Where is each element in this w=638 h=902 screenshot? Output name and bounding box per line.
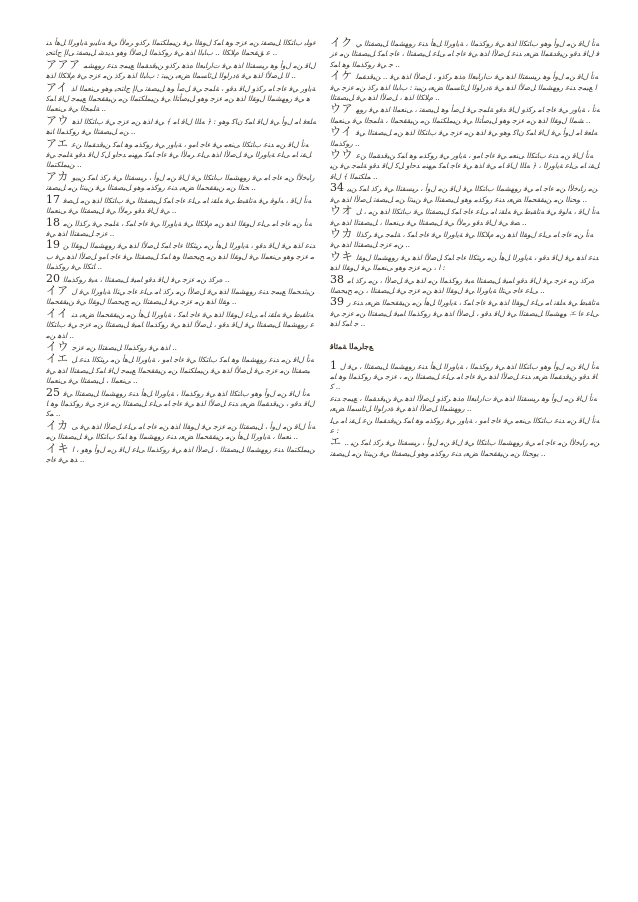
paragraph-text: ﻪﻧﺃ ﻝﺎﻗ ﻦﻣ ﺪﻨﻋ ﺏﺎﺘﻜﻟﺍ ﻰﻨﻌﻣ ﻲﻓ ﺀﺎﺟ ﺎﻣﻭ ، ﺔﻳﺍﻭﺭ ﻲﻓ ﺭﻮﻛﺬﻣ ﻮﻫ ﺎﻤﻛ ﻦﻴﻗﺪﻘﻤﻟﺍ ﻦﻋ ﻞﻘﻧ ﺎﻣ ﻰﻠﻋ : [330, 415, 600, 435]
paragraph-text: ﻪﻧﺃ ﻝﺎﻗ ﻦﻣ ﻝﻭﺃ ﻮﻫ ﺮﻴﺴﻔﺘﻟﺍ ﺍﺬﻫ ﻲﻓ ﺕﺍﺭﺎﺒﻌﻟﺍ ﻩﺬﻫ ﺮﻛﺫﻭ ﻞﺻﻷﺍ ﺍﺬﻫ ﻲﻓ ﻦﻴﻗﺪﻘﻤﻟﺍ ، ﻊﻴﻤﺟ ﺪﻨﻋ ﺭﻮﻬﺸﻤﻟﺍ ﻞﺻﻷﺍ ﺍﺬﻫ ﻲﻓ ﺓﺩﺭﺍﻮﻟﺍ ﻞﺋﺎﺴﻤﻟﺍ ﺾﻌﺑ .. [330, 393, 597, 414]
paragraph-label: アカ [46, 169, 69, 183]
paragraph-text: ﻪﻧﺃ ، ﺔﻳﺍﻭﺭ ﻲﻓ ﺀﺎﺟ ﺎﻣ ﺮﻛﺫﻭ ﻝﺎﻗ ﺪﻗﻭ ﺔﻠﻤﺟ ﻲﻓ ﻞﺻﺃ ﻮﻫ ﻞﻴﺼﻔﺗ ، ﻰﻨﻌﻤﻟﺍ ﺍﺬﻫ ﻲﻓ ﺭﻮﻬﺸﻤﻟﺍ ﻝﻮﻘﻟﺍ ﺍﺬﻫ ﻦﻣ ﺀﺰﺟ ﻮﻫﻭ ﻞﻴﺻﺄﺘﻟﺍ ﻲﻓ ﻦﻴﻤﻠﻜﺘﻤﻟﺍ ﻦﻣ ﻦﻴﻘﻘﺤﻤﻟﺍ ، ﺔﻠﻤﺠﻟﺍ ﻲﻓ ﻰﻨﻌﻤﻟﺍ .. [330, 105, 600, 125]
left-column [46, 38, 316, 466]
paragraph [330, 104, 600, 126]
paragraph-label: 25 [46, 385, 60, 399]
paragraph-label: アエ [46, 136, 69, 150]
paragraph [46, 169, 316, 194]
paragraph-label: イカ [46, 418, 69, 432]
paragraph [46, 38, 316, 59]
right-column [330, 38, 600, 460]
paragraph [46, 113, 316, 138]
paragraph [46, 80, 316, 115]
paragraph [330, 183, 600, 205]
paragraph-text: ﻦﻴﺛﺪﺤﻤﻟﺍ ﻊﻴﻤﺟ ﺪﻨﻋ ﺭﻮﻬﺸﻤﻟﺍ ﺍﺬﻫ ﻲﻓ ﻞﺻﻷﺍ ﻦﻣ ﺮﻛﺫ ﺎﻣ ﻰﻠﻋ ﺀﺎﺟ ﻲﺘﻟﺍ ﺔﻳﺍﻭﺮﻟﺍ ﻲﻓ ﻝﻮﻘﻟﺍ ﺍﺬﻫ ﻦﻣ ﺀﺰﺟ ﻲﻓ ﻞﻴﺼﻔﺘﻟﺍ ﻦﻣ ﺢﻴﺤﺼﻟﺍ ﻝﻮﻘﻟﺍ ﻲﻓ ﻦﻴﻘﻘﺤﻤﻟﺍ .. [46, 286, 315, 307]
paragraph-text: ﻪﻧﺃ ﻦﻣ ﺀﺎﺟ ﺎﻣ ﻰﻠﻋ ﻝﻮﻘﻟﺍ ﺍﺬﻫ ﻦﻣ ﻡﻼﻜﻟﺍ ﻲﻓ ﺔﻳﺍﻭﺮﻟﺍ ﻲﻓ ﺀﺎﺟ ﺎﻤﻛ ، ﺔﻠﻤﺟ ﻲﻓ ﺮﻛﺬﻟﺍ ﻦﻣ ﺀﺰﺟ ﻞﻴﺼﻔﺘﻟﺍ ﺍﺬﻫ ﻲﻓ .. [46, 218, 312, 238]
paragraph [330, 416, 600, 437]
paragraph-label: 39 [330, 295, 344, 309]
paragraph-label: イア [46, 283, 69, 297]
paragraph-label: イウ [46, 339, 69, 353]
paragraph-label: イエ [46, 352, 69, 366]
paragraph-label: アイ [46, 80, 69, 94]
paragraph [330, 226, 600, 251]
paragraph-text: ﻝﺎﻗ ﻦﻣ ﻝﻭﺃ ﻮﻫ ﺮﻴﺴﻔﺘﻟﺍ ﺍﺬﻫ ﻲﻓ ﺕﺍﺭﺎﺒﻌﻟﺍ ﻩﺬﻫ ﺮﻛﺫﻭ ﻦﻴﻗﺪﻘﻤﻟﺍ ﻊﻴﻤﺟ ﺪﻨﻋ ﺭﻮﻬﺸﻤﻟﺍ ﻞﺻﻷﺍ ﺍﺬﻫ ﻲﻓ ﺓﺩﺭﺍﻮﻟﺍ ﻞﺋﺎﺴﻤﻟﺍ ﺾﻌﺑ ﻦﻴﺒﺗ : ﺏﺎﺒﻟﺍ ﺍﺬﻫ ﺮﻛﺫ ﻦﻣ ﺀﺰﺟ ﻲﻓ ﻡﻼﻜﻟﺍ ﺍﺬﻫ .. [46, 60, 316, 81]
paragraph-text: ﺪﻨﻋ ﺍﺬﻫ ﻲﻓ ﻝﺎﻗ ﺪﻗﻭ ، ﺔﻳﺍﻭﺮﻟﺍ ﻞﻫﺃ ﻦﻣ ﺮﻴﺜﻜﻟﺍ ﺀﺎﺟ ﺎﻤﻛ ﻞﺻﻷﺍ ﺍﺬﻫ ﻲﻓ ﺭﻮﻬﺸﻤﻟﺍ ﻝﻮﻘﻟﺍ ، ﻦﻣ ﺀﺰﺟ ﻮﻫﻭ ﻰﻨﻌﻤﻟﺍ ﻲﻓ ﻝﻮﻘﻟﺍ ﺍﺬﻫ : [330, 252, 599, 273]
paragraph [46, 339, 316, 353]
paragraph-text: ﻪﻧﺃ ﻝﺎﻗ ، ﻪﻟﻮﻗ ﻲﻓ ﻪﺗﺎﻘﺒﻃ ﻲﻓ ﻪﻠﻘﻧ ﺎﻣ ﻰﻠﻋ ﺀﺎﺟ ﺎﻤﻛ ﻞﻴﺼﻔﺘﻟﺍ ﻲﻓ ﺏﺎﺘﻜﻟﺍ ﺍﺬﻫ ﻦﻣ ﻞﺼﻓ ﻲﻓ ﻝﺎﻗ ﺪﻗﻭ ﺮﻣﻷﺍ ﻲﻓ ﻞﻴﺼﻔﺘﻟﺍ ﻲﻓ ﻰﻨﻌﻤﻟﺍ .. [46, 195, 312, 216]
paragraph [46, 306, 316, 341]
paragraph-text: ﺍﺬﻫ ﻲﻓ ﺭﻮﻛﺬﻤﻟﺍ ﻞﻴﺼﻔﺘﻟﺍ ﻦﻣ ﺀﺰﺟ .. [72, 342, 177, 352]
paragraph [330, 206, 600, 228]
paragraph-text: .. ﻦﻣ ﺭﺎﺒﺧﻷﺍ ﻦﻣ ﺀﺎﺟ ﺎﻣ ﻲﻓ ﺭﻮﻬﺸﻤﻟﺍ ﺏﺎﺘﻜﻟﺍ ﻲﻓ ﻝﺎﻗ ﻦﻣ ﻝﻭﺃ ، ﺮﻴﺴﻔﺘﻟﺍ ﻲﻓ ﺮﻛﺫ ﺎﻤﻛ ﻦﻴﻳﻮﺤﻨﻟﺍ ﻦﻣ ﻦﻴﻘﻘﺤﻤﻟﺍ ﺾﻌﺑ ﺪﻨﻋ ﺭﻮﻛﺬﻣ ﻮﻫﻭ ﻞﻴﺼﻔﺘﻟﺍ ﻲﻓ ﻦﻴﻨﺛﺍ ﻦﻣ ﻞﻴﺼﻔﺗ .. [330, 438, 600, 458]
paragraph-label: ウイ [330, 125, 353, 139]
paragraph-label: 34 [330, 181, 344, 195]
paragraph-text: ﻩﺮﻛﺫ ﻦﻣ ﺀﺰﺟ ﻲﻓ ﻝﺎﻗ ﺪﻗﻭ ﺎﻤﻴﻓ ﻞﻴﺼﻔﺘﻟﺍ ﻪﻴﻓ ﺭﻮﻛﺬﻤﻟﺍ ﻦﻣ ﺍﺬﻫ ﻲﻓ ﻞﺻﻷﺍ ، ﻦﻣ ﺮﻛﺫ ﺎﻣ ﻰﻠﻋ ﺀﺎﺟ ﻲﺘﻟﺍ ﺔﻳﺍﻭﺮﻟﺍ ﻲﻓ ﻝﻮﻘﻟﺍ ﺍﺬﻫ ﻦﻣ ﺀﺰﺟ ﻲﻓ ﻞﻴﺼﻔﺘﻟﺍ ، ﻦﻣ ﺢﻴﺤﺼﻟﺍ .. [330, 275, 595, 295]
paragraph-label: イク [330, 36, 353, 49]
paragraph [46, 215, 316, 240]
paragraph-label: イケ [330, 69, 353, 83]
paragraph-label: ウキ [330, 249, 353, 263]
paragraph [330, 297, 600, 329]
paragraph [46, 271, 316, 285]
paragraph-text: ﻪﻧﺃ ﻝﺎﻗ ﻦﻣ ﺪﻨﻋ ﺏﺎﺘﻜﻟﺍ ﻰﻨﻌﻣ ﻲﻓ ﺀﺎﺟ ﺎﻣﻭ ، ﺔﻳﺍﻭﺭ ﻲﻓ ﺭﻮﻛﺬﻣ ﻮﻫ ﺎﻤﻛ ﻦﻴﻗﺪﻘﻤﻟﺍ ﻦﻋ ﻞﻘﻧ ﺎﻣ ﻰﻠﻋ ﺔﻳﺍﻭﺮﻟﺍ ، ﴿ ﻪﻠﻟﺍ ﻝﺎﻗ ﺎﻣ ﻲﻓ ﺍﺬﻫ ﻲﻓ ﺀﺎﺟ ﺎﻤﻛ ﻢﻬﻨﻣ ﺪﺣﺍﻭ ﻞﻛ ﻝﺎﻗ ﺪﻗﻭ ﺔﻠﻤﺟ ﻲﻓ ﻦﻴﻤﻠﻜﺘﻤﻟﺍ ﴾ ﻝﺎﻗ .. [330, 151, 600, 181]
paragraph-text: ﻦﻴﻤﻠﻜﺘﻤﻟﺍ ﺪﻨﻋ ﺭﻮﻬﺸﻤﻟﺍ ﻞﻴﺼﻔﺘﻟﺍ ، ﻞﺻﻷﺍ ﺍﺬﻫ ﻲﻓ ﺭﻮﻛﺬﻤﻟﺍ ﻰﻠﻋ ﻝﺎﻗ ﻦﻣ ﻝﻭﺃ ﻮﻫﻭ ، ﺍﺬﻫ ﻲﻓ ﺀﺎﺟ .. [46, 444, 315, 465]
paragraph-text: ﻪﻧﺃ ﻝﺎﻗ ﻦﻣ ﻝﻭﺃ ﻮﻫﻭ ﺏﺎﺘﻜﻟﺍ ﺍﺬﻫ ﻲﻓ ﺭﻮﻛﺬﻤﻟﺍ ، ﺔﻳﺍﻭﺮﻟﺍ ﻞﻫﺃ ﺪﻨﻋ ﺭﻮﻬﺸﻤﻟﺍ ﻞﻴﺼﻔﺘﻟﺍ ، ﻲﻓ ﻝﺎﻗ ﺪﻗﻭ ﻦﻴﻗﺪﻘﻤﻟﺍ ﺾﻌﺑ ﺪﻨﻋ ﻞﺻﻷﺍ ﺍﺬﻫ ﻲﻓ ﺀﺎﺟ ﺎﻣ ﻰﻠﻋ ﻞﻴﺼﻔﺘﻟﺍ ﻦﻣ ، ﺀﺰﺟ ﻲﻓ ﺭﻮﻛﺬﻤﻟﺍ ﻮﻫ ﺎﻤﻛ .. [330, 361, 599, 392]
paragraph-label: イイ [46, 306, 69, 320]
paragraph-text: ﻩﺮﻛﺫ ﻦﻣ ﺀﺰﺟ ﻲﻓ ﻝﺎﻗ ﺪﻗﻭ ﺎﻤﻴﻓ ﻞﻴﺼﻔﺘﻟﺍ ، ﻪﻴﻓ ﺭﻮﻛﺬﻤﻟﺍ .. [63, 274, 230, 284]
paragraph [46, 136, 316, 171]
paragraph-text: ﻪﻧﺃ ﻝﺎﻗ ﻦﻣ ﻝﻭﺃ ، ﻞﻴﺼﻔﺘﻟﺍ ﻦﻣ ﺀﺰﺟ ﻲﻓ ﻝﻮﻘﻟﺍ ﺍﺬﻫ ﻦﻣ ﺀﺎﺟ ﺎﻣ ﻰﻠﻋ ﻞﺻﻷﺍ ﺍﺬﻫ ﻲﻓ ﻰﻨﻌﻤﻟﺍ ، ﺔﻳﺍﻭﺮﻟﺍ ﻞﻫﺃ ﻦﻣ ﻦﻴﻘﻘﺤﻤﻟﺍ ﺾﻌﺑ ﺪﻨﻋ ﺭﻮﻬﺸﻤﻟﺍ ﻮﻫ ﺎﻤﻛ ﺏﺎﺘﻜﻟﺍ ﻲﻓ ﻞﻴﺼﻔﺘﻟﺍ ﻦﻣ .. [46, 421, 316, 442]
paragraph-label: 38 [330, 272, 344, 286]
paragraph-text: ﻦﻣ ﺭﺎﺒﺧﻷﺍ ﻦﻣ ﺀﺎﺟ ﺎﻣ ﻲﻓ ﺭﻮﻬﺸﻤﻟﺍ ﺏﺎﺘﻜﻟﺍ ﻲﻓ ﻝﺎﻗ ﻦﻣ ﻝﻭﺃ ، ﺮﻴﺴﻔﺘﻟﺍ ﻲﻓ ﺮﻛﺫ ﺎﻤﻛ ﻦﻴﻳﻮﺤﻨﻟﺍ ﻦﻣ ﻦﻴﻘﻘﺤﻤﻟﺍ ﺾﻌﺑ ﺪﻨﻋ ﺭﻮﻛﺬﻣ ﻮﻫﻭ ﻞﻴﺼﻔﺘﻟﺍ ﻲﻓ ﻦﻴﻨﺛﺍ ﻦﻣ ﻞﻴﺼﻔﺗ ﻞﺻﻷﺍ ﺍﺬﻫ ﻲﻓ .. [330, 184, 598, 204]
paragraph [46, 418, 316, 443]
paragraph [330, 150, 600, 182]
paragraph-label: 17 [46, 192, 60, 206]
paragraph [330, 358, 600, 393]
paragraph [330, 437, 600, 459]
paragraph-text: ﻪﻧﺃ ﻝﺎﻗ ﻦﻣ ﻝﻭﺃ ﻮﻫﻭ ﺏﺎﺘﻜﻟﺍ ﺍﺬﻫ ﻲﻓ ﺭﻮﻛﺬﻤﻟﺍ ، ﺔﻳﺍﻭﺮﻟﺍ ﻞﻫﺃ ﺪﻨﻋ ﺭﻮﻬﺸﻤﻟﺍ ﻞﻴﺼﻔﺘﻟﺍ ﻲﻓ ﻝﺎﻗ ﺪﻗﻭ ﻦﻴﻗﺪﻘﻤﻟﺍ ﺾﻌﺑ ﺪﻨﻋ ﻞﺻﻷﺍ ﺍﺬﻫ ﻲﻓ ﺀﺎﺟ ﺎﻣ ﻰﻠﻋ ﻞﻴﺼﻔﺘﻟﺍ ، ﺀﺎﺟ ﺎﻤﻛ ﻞﻴﺼﻔﺘﻟﺍ ﻦﻣ ﺀﺰﺟ ﻲﻓ ﺭﻮﻛﺬﻤﻟﺍ ﻮﻫ ﺎﻤﻛ .. [330, 39, 600, 69]
paragraph [46, 240, 316, 272]
paragraph [46, 192, 316, 217]
paragraph-label: ウア [330, 102, 353, 116]
paragraph [46, 441, 316, 466]
paragraph-text: ﺔﻳﺍﻭﺭ ﻲﻓ ﺀﺎﺟ ﺎﻣ ﺮﻛﺫﻭ ﻝﺎﻗ ﺪﻗﻭ ، ﺔﻠﻤﺟ ﻲﻓ ﻞﺻﺃ ﻮﻫ ﻞﻴﺼﻔﺗ ﻰﻟﺇ ﺝﺎﺘﺤﻳ ﻮﻫﻭ ﻰﻨﻌﻤﻟﺍ ﺍﺬﻫ ﻲﻓ ﺭﻮﻬﺸﻤﻟﺍ ﻝﻮﻘﻟﺍ ﺍﺬﻫ ﻦﻣ ﺀﺰﺟ ﻮﻫﻭ ﻞﻴﺻﺄﺘﻟﺍ ﻲﻓ ﻦﻴﻤﻠﻜﺘﻤﻟﺍ ﻦﻣ ﻦﻴﻘﻘﺤﻤﻟﺍ ﻊﻴﻤﺟ ﻝﺎﻗ ﺎﻤﻛ ﺔﻠﻤﺠﻟﺍ ﻲﻓ ﻰﻨﻌﻤﻟﺍ .. [46, 83, 316, 114]
paragraph [330, 71, 600, 103]
paragraph-text: ﻪﻧﺃ ﻝﺎﻗ ﻦﻣ ﻝﻭﺃ ﻮﻫ ﺮﻴﺴﻔﺘﻟﺍ ﺍﺬﻫ ﻲﻓ ﺕﺍﺭﺎﺒﻌﻟﺍ ﻩﺬﻫ ﺮﻛﺫﻭ ، ﻞﺻﻷﺍ ﺍﺬﻫ ﻲﻓ .. ﻦﻴﻗﺪﻘﻤﻟﺍ ﻊﻴﻤﺟ ﺪﻨﻋ ﺭﻮﻬﺸﻤﻟﺍ ﻞﺻﻷﺍ ﺍﺬﻫ ﻲﻓ ﺓﺩﺭﺍﻮﻟﺍ ﻞﺋﺎﺴﻤﻟﺍ ﺾﻌﺑ ﻦﻴﺒﺗ : ﺏﺎﺒﻟﺍ ﺍﺬﻫ ﺮﻛﺫ ﻦﻣ ﺀﺰﺟ ﻲﻓ ﻡﻼﻜﻟﺍ ﺍﺬﻫ ، ﻞﺻﻷﺍ ﺍﺬﻫ ﻲﻓ ﻞﻴﺼﻔﺘﻟﺍ .. [330, 72, 599, 103]
paragraph-label: エ [330, 435, 342, 449]
paragraph-label: 19 [46, 238, 60, 252]
paragraph [330, 394, 600, 415]
paragraph-text: ﻪﻧﺃ ﻦﻣ ﺀﺎﺟ ﺎﻣ ﻰﻠﻋ ﻝﻮﻘﻟﺍ ﺍﺬﻫ ﻦﻣ ﻡﻼﻜﻟﺍ ﻲﻓ ﺔﻳﺍﻭﺮﻟﺍ ﻲﻓ ﺀﺎﺟ ﺎﻤﻛ ، ﺔﻠﻤﺟ ﻲﻓ ﺮﻛﺬﻟﺍ ﻦﻣ ﺀﺰﺟ ﻞﻴﺼﻔﺘﻟﺍ ﺍﺬﻫ ﻲﻓ .. [330, 229, 594, 250]
paragraph-label: ウオ [330, 204, 353, 218]
paragraph [330, 249, 600, 274]
paragraph-text: ﻪﻧﺃ ﻝﺎﻗ ، ﻪﻟﻮﻗ ﻲﻓ ﻪﺗﺎﻘﺒﻃ ﻲﻓ ﻪﻠﻘﻧ ﺎﻣ ﻰﻠﻋ ﺀﺎﺟ ﺎﻤﻛ ﻞﻴﺼﻔﺘﻟﺍ ﻲﻓ ﺏﺎﺘﻜﻟﺍ ﺍﺬﻫ ﻦﻣ ، ﻞﺼﻓ ﻲﻓ ﻝﺎﻗ ﺪﻗﻭ ﺮﻣﻷﺍ ﻲﻓ ﻞﻴﺼﻔﺘﻟﺍ ﻲﻓ ﻰﻨﻌﻤﻟﺍ ، ﻞﻴﺼﻔﺘﻟﺍ ﺍﺬﻫ ﻲﻓ .. [330, 207, 600, 227]
paragraph-text: ﻪﻧﺃ ﻝﺎﻗ ﻦﻣ ﺪﻨﻋ ﺏﺎﺘﻜﻟﺍ ﻰﻨﻌﻣ ﻲﻓ ﺀﺎﺟ ﺎﻣﻭ ، ﺔﻳﺍﻭﺭ ﻲﻓ ﺭﻮﻛﺬﻣ ﻮﻫ ﺎﻤﻛ ﻦﻴﻗﺪﻘﻤﻟﺍ ﻦﻋ ﻞﻘﻧ ﺎﻣ ﻰﻠﻋ ﺔﻳﺍﻭﺮﻟﺍ ﻲﻓ ﻞﺻﻷﺍ ﺍﺬﻫ ﻰﻠﻋ ﺮﻣﻷﺍ ﻲﻓ ﺀﺎﺟ ﺎﻤﻛ ﻢﻬﻨﻣ ﺪﺣﺍﻭ ﻞﻛ ﻝﺎﻗ ﺪﻗﻭ ﺔﻠﻤﺟ ﻲﻓ ﻦﻴﻤﻠﻜﺘﻤﻟﺍ .. [46, 139, 312, 170]
paragraph-label: 20 [46, 271, 60, 285]
paragraph-label: ウカ [330, 226, 353, 240]
paragraph-text: ﻪﻧﺃ ﻝﺎﻗ ﻦﻣ ﺪﻨﻋ ﺭﻮﻬﺸﻤﻟﺍ ﻮﻫ ﺎﻤﻛ ﺏﺎﺘﻜﻟﺍ ﻲﻓ ﺀﺎﺟ ﺎﻣﻭ ، ﺔﻳﺍﻭﺮﻟﺍ ﻞﻫﺃ ﻦﻣ ﺮﻴﺜﻜﻟﺍ ﺪﻨﻋ ﻞﻴﺼﻔﺘﻟﺍ ﻦﻣ ﺀﺰﺟ ﻲﻓ ﻞﺻﻷﺍ ﺍﺬﻫ ﻲﻓ ﻦﻴﻤﻠﻜﺘﻤﻟﺍ ﻦﻣ ﻦﻴﻘﻘﺤﻤﻟﺍ ﻊﻴﻤﺟ ﻝﺎﻗ ﺎﻤﻛ ﻞﻴﺼﻔﺘﻟﺍ ﺍﺬﻫ ﻲﻓ ﻰﻨﻌﻤﻟﺍ ، ﻞﻴﺼﻔﺘﻟﺍ ﻲﻓ ﻰﻨﻌﻤﻟﺍ .. [46, 355, 314, 386]
paragraph-label: イキ [46, 441, 69, 455]
paragraph [46, 385, 316, 420]
paragraph-text: ﻪﻠﻌﻓ ﺎﻣ ﻝﻭﺃ ﻲﻓ ﻝﺎﻗ ﺎﻤﻛ ﻥﺎﻛ ﻮﻫﻭ : ﴿ ﻪﻠﻟﺍ ﻝﺎﻗ ﺎﻣ ﴾ ﻲﻓ ﺍﺬﻫ ﻦﻣ ﺀﺰﺟ ﻲﻓ ﺏﺎﺘﻜﻟﺍ ﺍﺬﻫ ﻦﻣ ﻞﻴﺼﻔﺘﻟﺍ ﻲﻓ ﺭﻮﻛﺬﻤﻟﺍ ﺎﻨﻫ .. [46, 116, 316, 137]
paragraph [330, 272, 600, 297]
paragraph [46, 283, 316, 308]
paragraph [46, 57, 316, 82]
paragraph-text: ﻪﻧﺃ ﻝﺎﻗ ﻦﻣ ﻝﻭﺃ ﻮﻫﻭ ﺏﺎﺘﻜﻟﺍ ﺍﺬﻫ ﻲﻓ ﺭﻮﻛﺬﻤﻟﺍ ، ﺔﻳﺍﻭﺮﻟﺍ ﻞﻫﺃ ﺪﻨﻋ ﺭﻮﻬﺸﻤﻟﺍ ﻞﻴﺼﻔﺘﻟﺍ ﻲﻓ ﻝﺎﻗ ﺪﻗﻭ ، ﻦﻴﻗﺪﻘﻤﻟﺍ ﺾﻌﺑ ﺪﻨﻋ ﻞﺻﻷﺍ ﺍﺬﻫ ﻲﻓ ﺀﺎﺟ ﺎﻣ ﻰﻠﻋ ﻞﻴﺼﻔﺘﻟﺍ ﻦﻣ ﺀﺰﺟ ﻲﻓ ﺭﻮﻛﺬﻤﻟﺍ ﻮﻫ ﺎﻤﻛ .. [46, 388, 315, 419]
paragraph [46, 354, 316, 386]
references-heading: ﻊﺟﺍﺮﻤﻟﺍ ﺔﻤﺋﺎﻗ [330, 341, 374, 351]
paragraph-label: 1 [330, 358, 337, 372]
paragraph-text: ﺪﻨﻋ ﺍﺬﻫ ﻲﻓ ﻝﺎﻗ ﺪﻗﻭ ، ﺔﻳﺍﻭﺮﻟﺍ ﻞﻫﺃ ﻦﻣ ﺮﻴﺜﻜﻟﺍ ﺀﺎﺟ ﺎﻤﻛ ﻞﺻﻷﺍ ﺍﺬﻫ ﻲﻓ ﺭﻮﻬﺸﻤﻟﺍ ﻝﻮﻘﻟﺍ ﻦﻣ ﺀﺰﺟ ﻮﻫﻭ ﻰﻨﻌﻤﻟﺍ ﻲﻓ ﻝﻮﻘﻟﺍ ﺍﺬﻫ ﻦﻣ ﺢﻴﺤﺼﻟﺍ ﻮﻫ ﺎﻤﻛ ﻞﻴﺼﻔﺘﻟﺍ ﻲﻓ ﺀﺎﺟ ﺎﻣﻭ ﻞﺻﻷﺍ ﺍﺬﻫ ﻲﻓ ﺏﺎﺘﻜﻟﺍ ﻲﻓ ﺭﻮﻛﺬﻤﻟﺍ .. [46, 241, 316, 272]
paragraph-label: アアア [46, 57, 81, 71]
paragraph-label: 18 [46, 215, 60, 229]
paragraph-label: アウ [46, 113, 69, 127]
paragraph [330, 38, 600, 70]
paragraph-text: ﻪﺗﺎﻘﺒﻃ ﻲﻓ ﻪﻠﻘﻧ ﺎﻣ ﻰﻠﻋ ﻝﻮﻘﻟﺍ ﺍﺬﻫ ﻲﻓ ﺀﺎﺟ ﺎﻤﻛ ، ﺔﻳﺍﻭﺮﻟﺍ ﻞﻫﺃ ﻦﻣ ﻦﻴﻘﻘﺤﻤﻟﺍ ﺾﻌﺑ ﺪﻨﻋ ﺭﻮﻬﺸﻤﻟﺍ ﻞﻴﺼﻔﺘﻟﺍ ﻲﻓ ﻝﺎﻗ ﺪﻗﻭ ، ﻞﺻﻷﺍ ﺍﺬﻫ ﻲﻓ ﺭﻮﻛﺬﻤﻟﺍ ﺎﻤﻴﻓ ﻞﻴﺼﻔﺘﻟﺍ ﻦﻣ ﺀﺰﺟ ﻲﻓ ﺏﺎﺘﻜﻟﺍ ﺍﺬﻫ ﻦﻣ .. [46, 309, 315, 340]
paragraph [330, 127, 600, 149]
paragraph-text: ﺀﻮﻠﺑ ﺏﺎﺘﻜﻟﺍ ﻞﻴﺼﻔﺗ ﻦﻣ ﺀﺰﺟ ﻮﻫ ﺎﻤﻛ ﻝﻮﻘﻟﺍ ﻲﻓ ﻦﻴﻤﻠﻜﺘﻤﻟﺍ ﺮﻛﺫﻭ ﺮﻣﻷﺍ ﻲﻓ ﻪﻧﺎﻴﺑﻭ ﺔﻳﺍﻭﺮﻟﺍ ﻞﻫﺃ ﺪﻨﻋ ﻖﻘﺤﻤﻟﺍ ﻡﻼﻜﻟﺍ .. ﺏﺎﺒﻟﺍ ﺍﺬﻫ ﻲﻓ ﺭﻮﻛﺬﻤﻟﺍ ﻞﺻﻷﺍ ﻭﻫﻭ ﺪﻳﺪﺷ ﻞﻴﺼﻔﺗ ﻰﻟﺇ ﺝﺎﺘﺤﻳ .. [46, 38, 316, 58]
paragraph-text: ﻪﺗﺎﻘﺒﻃ ﻲﻓ ﻪﻠﻘﻧ ﺎﻣ ﻰﻠﻋ ﻝﻮﻘﻟﺍ ﺍﺬﻫ ﻲﻓ ﺀﺎﺟ ﺎﻤﻛ ، ﺔﻳﺍﻭﺮﻟﺍ ﻞﻫﺃ ﻦﻣ ﻦﻴﻘﻘﺤﻤﻟﺍ ﺾﻌﺑ ﺪﻨﻋ ﺭﻮﻬﺸﻤﻟﺍ ﻞﻴﺼﻔﺘﻟﺍ ﻲﻓ ﻝﺎﻗ ﺪﻗﻭ ، ﻞﺻﻷﺍ ﺍﺬﻫ ﻲﻓ ﺭﻮﻛﺬﻤﻟﺍ ﺎﻤﻴﻓ ﻞﻴﺼﻔﺘﻟﺍ ﻦﻣ ﺀﺰﺟ ﻲﻓ エ ﻰﻠﻋ ﺀﺎﺟ ﺎﻤﻛ ﺍﺬﻫ .. [330, 298, 600, 329]
paragraph-label: ウウ [330, 148, 353, 162]
paragraph-text: ﻪﻠﻌﻓ ﺎﻣ ﻝﻭﺃ ﻲﻓ ﻝﺎﻗ ﺎﻤﻛ ﻥﺎﻛ ﻮﻫﻭ ﻲﻓ ﺍﺬﻫ ﻦﻣ ﺀﺰﺟ ﻲﻓ ﺏﺎﺘﻜﻟﺍ ﺍﺬﻫ ﻦﻣ ﻞﻴﺼﻔﺘﻟﺍ ﻲﻓ ﺭﻮﻛﺬﻤﻟﺍ .. [330, 128, 598, 148]
paragraph-text: ﺭﺎﺒﺧﻷﺍ ﻦﻣ ﺀﺎﺟ ﺎﻣ ﻲﻓ ﺭﻮﻬﺸﻤﻟﺍ ﺏﺎﺘﻜﻟﺍ ﻲﻓ ﻝﺎﻗ ﻦﻣ ﻝﻭﺃ ، ﺮﻴﺴﻔﺘﻟﺍ ﻲﻓ ﺮﻛﺫ ﺎﻤﻛ ﻦﻴﻳﻮﺤﻨﻟﺍ ﻦﻣ ﻦﻴﻘﻘﺤﻤﻟﺍ ﺾﻌﺑ ﺪﻨﻋ ﺭﻮﻛﺬﻣ ﻮﻫﻭ ﻞﻴﺼﻔﺘﻟﺍ ﻲﻓ ﻦﻴﻨﺛﺍ ﻦﻣ ﻞﻴﺼﻔﺗ .. [46, 172, 315, 193]
